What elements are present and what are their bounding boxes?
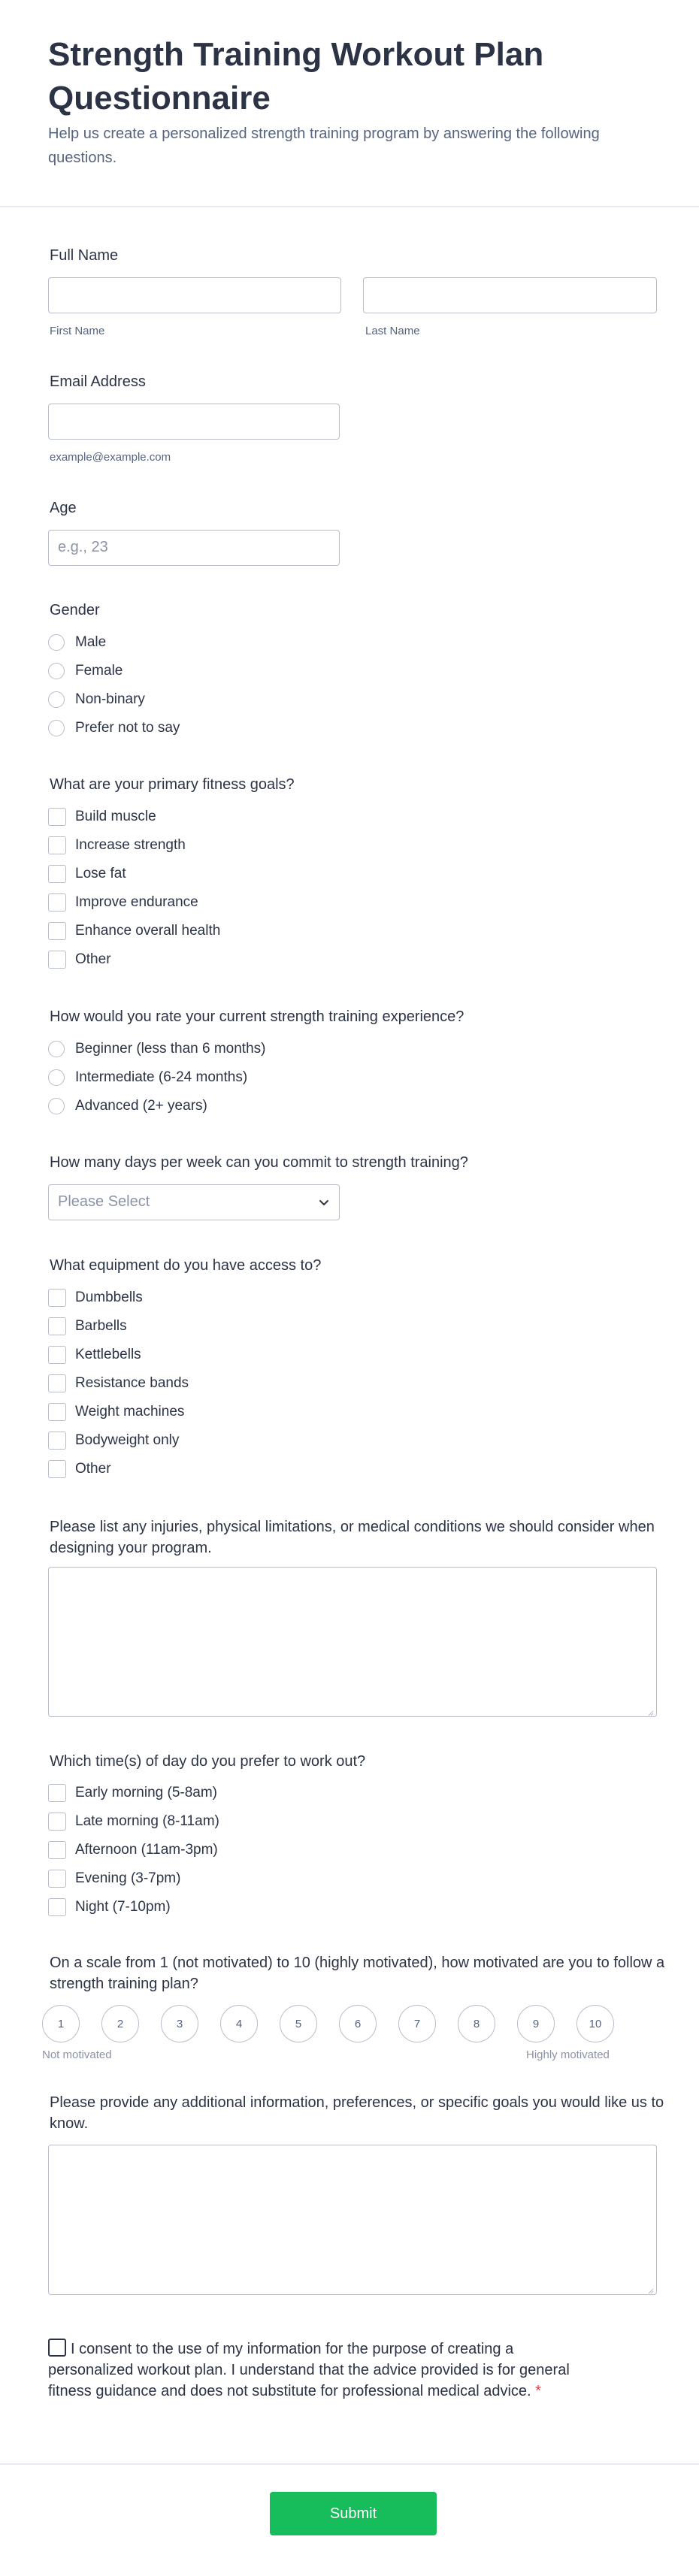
scale-option-4[interactable]: 4 — [220, 2005, 258, 2042]
scale-low-caption: Not motivated — [42, 2048, 112, 2061]
goals-label: What are your primary fitness goals? — [50, 776, 295, 793]
goal-option-label[interactable]: Build muscle — [75, 809, 156, 824]
time-checkbox-early-morning[interactable] — [48, 1784, 66, 1802]
additional-textarea[interactable] — [48, 2145, 657, 2295]
gender-option-label[interactable]: Non-binary — [75, 691, 145, 707]
last-name-input[interactable] — [363, 277, 657, 313]
scale-option-6[interactable]: 6 — [339, 2005, 377, 2042]
goal-checkbox-lose-fat[interactable] — [48, 865, 66, 883]
experience-radio-intermediate[interactable] — [48, 1069, 65, 1086]
time-option-label[interactable]: Early morning (5-8am) — [75, 1785, 217, 1800]
form-title: Strength Training Workout Plan Questionnaire — [48, 36, 544, 116]
scale-high-caption: Highly motivated — [526, 2048, 610, 2061]
equipment-option-label[interactable]: Resistance bands — [75, 1375, 189, 1391]
chevron-down-icon — [318, 1196, 330, 1212]
time-option-label[interactable]: Late morning (8-11am) — [75, 1813, 219, 1829]
age-placeholder: e.g., 23 — [58, 539, 108, 555]
email-input[interactable] — [48, 404, 340, 440]
scale-option-7[interactable]: 7 — [398, 2005, 436, 2042]
last-name-sublabel: Last Name — [365, 325, 420, 337]
equipment-option-label[interactable]: Weight machines — [75, 1404, 185, 1420]
experience-radio-beginner[interactable] — [48, 1041, 65, 1057]
equipment-checkbox-bodyweight[interactable] — [48, 1432, 66, 1450]
email-sublabel: example@example.com — [50, 451, 171, 464]
scale-option-2[interactable]: 2 — [101, 2005, 139, 2042]
equipment-checkbox-kettlebells[interactable] — [48, 1346, 66, 1364]
first-name-input[interactable] — [48, 277, 341, 313]
scale-option-8[interactable]: 8 — [458, 2005, 495, 2042]
time-checkbox-late-morning[interactable] — [48, 1813, 66, 1831]
equipment-option-label[interactable]: Barbells — [75, 1318, 127, 1334]
resize-handle-icon[interactable] — [646, 1707, 654, 1714]
time-of-day-label: Which time(s) of day do you prefer to work out? — [50, 1753, 366, 1770]
equipment-checkbox-barbells[interactable] — [48, 1317, 66, 1335]
footer-divider — [0, 2463, 699, 2465]
experience-option-label[interactable]: Advanced (2+ years) — [75, 1098, 207, 1114]
age-input[interactable] — [48, 530, 340, 566]
required-asterisk: * — [535, 2383, 541, 2399]
equipment-checkbox-other[interactable] — [48, 1460, 66, 1478]
experience-option-label[interactable]: Intermediate (6-24 months) — [75, 1069, 248, 1085]
form-subtitle: Help us create a personalized strength training program by answering the following questions. — [48, 125, 600, 166]
resize-handle-icon[interactable] — [646, 2284, 654, 2292]
gender-radio-male[interactable] — [48, 634, 65, 651]
time-option-label[interactable]: Afternoon (11am-3pm) — [75, 1842, 218, 1858]
scale-option-10[interactable]: 10 — [576, 2005, 614, 2042]
scale-option-9[interactable]: 9 — [517, 2005, 555, 2042]
gender-radio-prefer-not[interactable] — [48, 720, 65, 736]
time-checkbox-night[interactable] — [48, 1898, 66, 1916]
equipment-checkbox-resistance-bands[interactable] — [48, 1374, 66, 1392]
scale-option-3[interactable]: 3 — [161, 2005, 198, 2042]
consent-field — [48, 2339, 589, 2402]
equipment-option-label[interactable]: Dumbbells — [75, 1290, 143, 1305]
full-name-label: Full Name — [50, 247, 119, 264]
age-label: Age — [50, 500, 77, 516]
time-option-label[interactable]: Evening (3-7pm) — [75, 1870, 181, 1886]
gender-option-label[interactable]: Male — [75, 634, 107, 650]
equipment-option-label[interactable]: Kettlebells — [75, 1347, 141, 1362]
time-checkbox-evening[interactable] — [48, 1870, 66, 1888]
time-checkbox-afternoon[interactable] — [48, 1841, 66, 1859]
days-select-placeholder: Please Select — [58, 1193, 150, 1210]
gender-option-label[interactable]: Female — [75, 663, 123, 679]
submit-button[interactable]: Submit — [270, 2492, 437, 2535]
consent-text[interactable]: I consent to the use of my information for the purpose of creating a personalized workout plan. I understand that the advice provided is for general fitness guidance and does not substitute for professional medical advice. — [48, 2341, 570, 2399]
equipment-label: What equipment do you have access to? — [50, 1257, 322, 1274]
email-label: Email Address — [50, 373, 146, 390]
goal-checkbox-other[interactable] — [48, 951, 66, 969]
experience-option-label[interactable]: Beginner (less than 6 months) — [75, 1041, 266, 1057]
goal-option-label[interactable]: Lose fat — [75, 866, 126, 881]
equipment-checkbox-dumbbells[interactable] — [48, 1289, 66, 1307]
scale-option-5[interactable]: 5 — [280, 2005, 317, 2042]
goal-checkbox-improve-endurance[interactable] — [48, 893, 66, 912]
goal-option-label[interactable]: Enhance overall health — [75, 923, 221, 939]
days-label: How many days per week can you commit to strength training? — [50, 1154, 468, 1171]
injuries-label: Please list any injuries, physical limitations, or medical conditions we should consider when designing your program. — [50, 1519, 655, 1556]
equipment-option-label[interactable]: Other — [75, 1461, 111, 1477]
header-divider — [0, 206, 699, 207]
first-name-sublabel: First Name — [50, 325, 105, 337]
experience-label: How would you rate your current strength training experience? — [50, 1008, 464, 1025]
gender-radio-female[interactable] — [48, 663, 65, 679]
goal-option-label[interactable]: Improve endurance — [75, 894, 198, 910]
motivation-label: On a scale from 1 (not motivated) to 10 (highly motivated), how motivated are you to follow a strength training plan? — [50, 1955, 665, 1992]
gender-label: Gender — [50, 602, 100, 618]
goal-option-label[interactable]: Other — [75, 951, 111, 967]
days-select[interactable] — [48, 1184, 340, 1220]
scale-option-1[interactable]: 1 — [42, 2005, 80, 2042]
equipment-option-label[interactable]: Bodyweight only — [75, 1432, 180, 1448]
goal-checkbox-overall-health[interactable] — [48, 922, 66, 940]
gender-option-label[interactable]: Prefer not to say — [75, 720, 180, 736]
goal-option-label[interactable]: Increase strength — [75, 837, 186, 853]
goal-checkbox-increase-strength[interactable] — [48, 836, 66, 854]
equipment-checkbox-weight-machines[interactable] — [48, 1403, 66, 1421]
experience-radio-advanced[interactable] — [48, 1098, 65, 1114]
goal-checkbox-build-muscle[interactable] — [48, 808, 66, 826]
additional-label: Please provide any additional information, preferences, or specific goals you would like us to know. — [50, 2094, 664, 2132]
injuries-textarea[interactable] — [48, 1567, 657, 1717]
gender-radio-non-binary[interactable] — [48, 691, 65, 708]
consent-checkbox[interactable] — [48, 2339, 66, 2357]
time-option-label[interactable]: Night (7-10pm) — [75, 1899, 171, 1915]
